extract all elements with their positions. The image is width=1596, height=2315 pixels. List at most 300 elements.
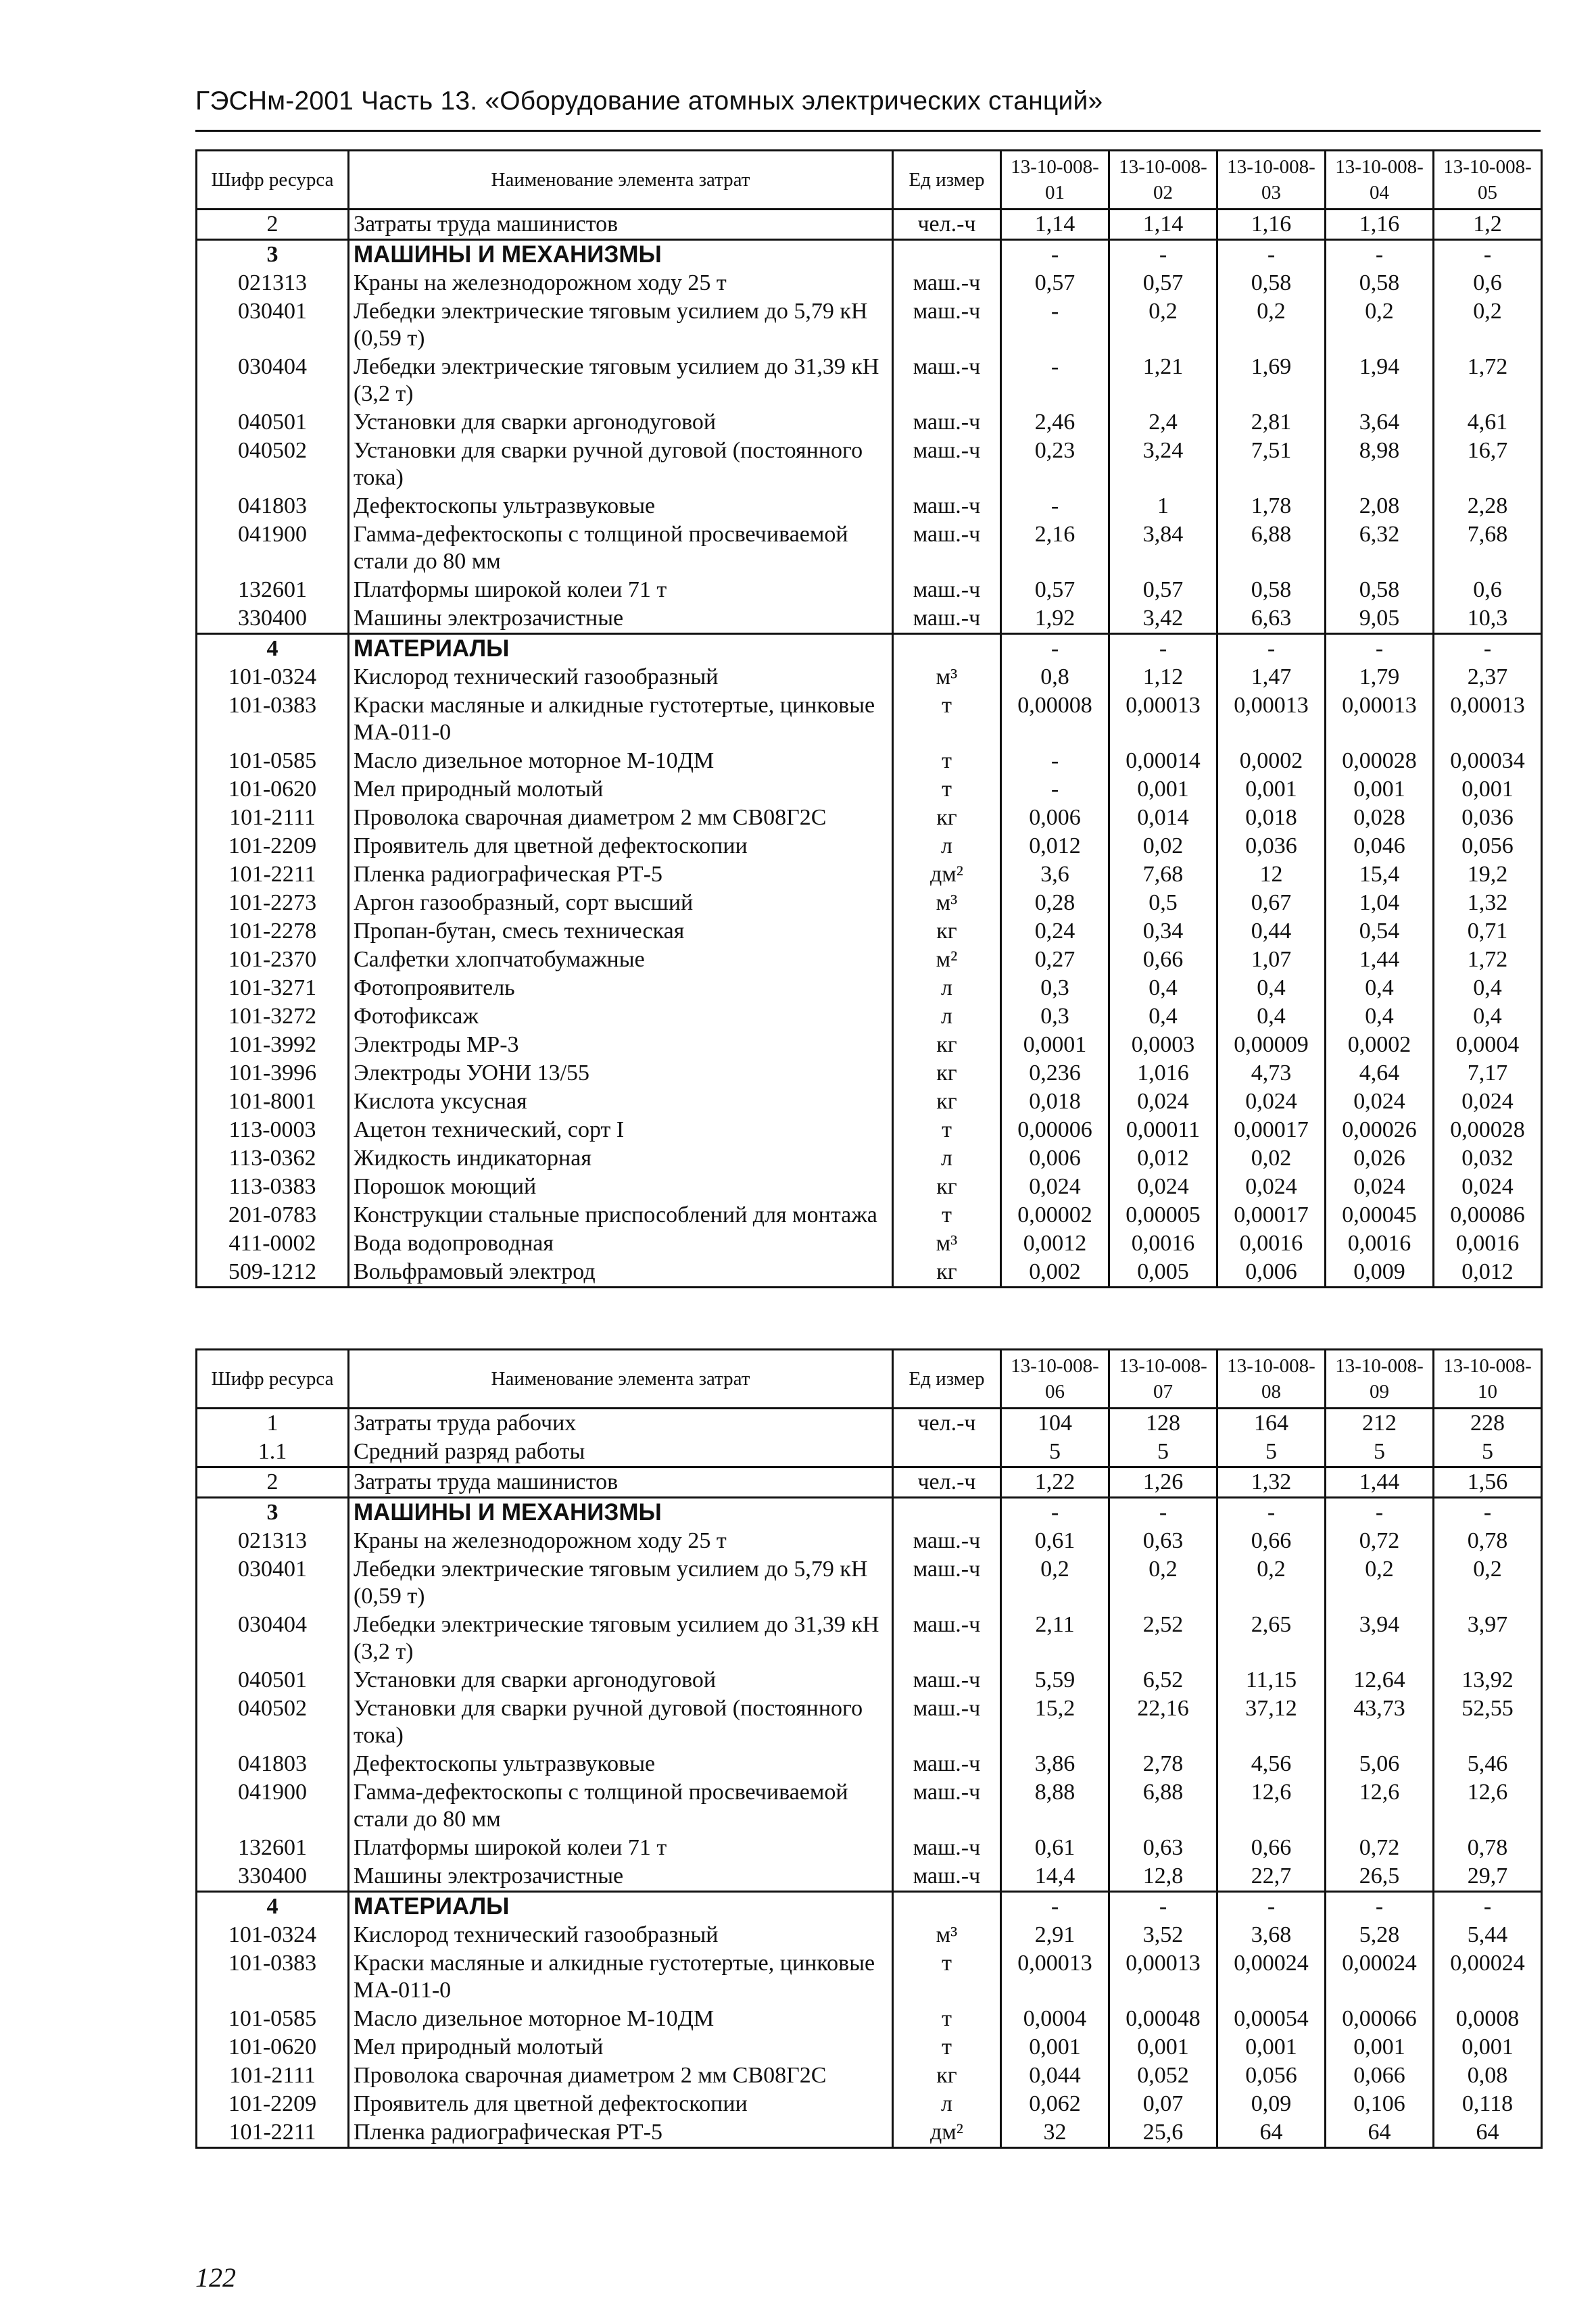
value-cell: 0,57: [1109, 269, 1217, 297]
resource-code: 101-2111: [197, 804, 349, 832]
value-cell: 26,5: [1326, 1862, 1434, 1892]
value-cell: 0,00013: [1109, 691, 1217, 747]
value-cell: 0,009: [1326, 1258, 1434, 1288]
value-cell: 1,14: [1109, 210, 1217, 240]
resource-unit: маш.-ч: [893, 1555, 1001, 1611]
resource-unit: маш.-ч: [893, 269, 1001, 297]
resource-name: Вода водопроводная: [349, 1229, 893, 1258]
value-cell: 1,12: [1109, 663, 1217, 691]
value-cell: 0,0004: [1434, 1031, 1542, 1059]
resource-code: 101-8001: [197, 1088, 349, 1116]
header-col-5: 13-10-008-10: [1434, 1350, 1542, 1409]
value-cell: 128: [1109, 1409, 1217, 1438]
header-name: Наименование элемента затрат: [349, 1350, 893, 1409]
value-cell: 0,0016: [1326, 1229, 1434, 1258]
value-cell: 0,026: [1326, 1144, 1434, 1173]
value-cell: 7,51: [1217, 437, 1326, 492]
value-cell: 0,00008: [1001, 691, 1109, 747]
table-header-row: [197, 1350, 1542, 1409]
table-row: [197, 1862, 1542, 1892]
table-row: [197, 1173, 1542, 1201]
resource-name: Масло дизельное моторное М-10ДМ: [349, 2005, 893, 2033]
table-row: [197, 663, 1542, 691]
header-name: Наименование элемента затрат: [349, 151, 893, 210]
resource-code: 040502: [197, 437, 349, 492]
resource-unit: маш.-ч: [893, 1695, 1001, 1750]
resource-code: 030401: [197, 297, 349, 353]
resource-code: 101-0620: [197, 2033, 349, 2062]
value-cell: 0,0004: [1001, 2005, 1109, 2033]
value-cell: 8,98: [1326, 437, 1434, 492]
resource-name: Дефектоскопы ультразвуковые: [349, 1750, 893, 1778]
resource-unit: [893, 1498, 1001, 1528]
resource-code: 030401: [197, 1555, 349, 1611]
table-row: [197, 210, 1542, 240]
value-cell: 0,236: [1001, 1059, 1109, 1088]
value-cell: 14,4: [1001, 1862, 1109, 1892]
resource-name: Машины электрозачистные: [349, 1862, 893, 1892]
value-cell: 0,58: [1326, 576, 1434, 604]
value-cell: 0,4: [1434, 974, 1542, 1002]
resource-unit: маш.-ч: [893, 1527, 1001, 1555]
value-cell: 0,2: [1001, 1555, 1109, 1611]
value-cell: 0,028: [1326, 804, 1434, 832]
section-row: [197, 240, 1542, 270]
value-cell: 3,68: [1217, 1921, 1326, 1949]
value-cell: 0,58: [1217, 269, 1326, 297]
value-cell: 104: [1001, 1409, 1109, 1438]
value-cell: 0,2: [1326, 1555, 1434, 1611]
value-cell: 0,54: [1326, 917, 1434, 946]
resource-unit: дм²: [893, 860, 1001, 889]
value-cell: 0,006: [1001, 1144, 1109, 1173]
resource-code: 4: [197, 1892, 349, 1922]
resource-name: Установки для сварки аргонодуговой: [349, 1666, 893, 1695]
table-row: [197, 2090, 1542, 2118]
table-row: [197, 946, 1542, 974]
value-cell: 3,84: [1109, 520, 1217, 576]
value-cell: 0,024: [1001, 1173, 1109, 1201]
table-row: [197, 1949, 1542, 2005]
value-cell: -: [1001, 240, 1109, 270]
value-cell: 1,32: [1434, 889, 1542, 917]
value-cell: 0,00017: [1217, 1116, 1326, 1144]
table-row: [197, 1527, 1542, 1555]
value-cell: 25,6: [1109, 2118, 1217, 2148]
value-cell: 0,018: [1001, 1088, 1109, 1116]
table-row: [197, 2062, 1542, 2090]
value-cell: 0,00014: [1109, 747, 1217, 775]
value-cell: 0,00009: [1217, 1031, 1326, 1059]
table-row: [197, 1750, 1542, 1778]
value-cell: 0,00002: [1001, 1201, 1109, 1229]
value-cell: 0,044: [1001, 2062, 1109, 2090]
value-cell: -: [1217, 634, 1326, 664]
header-col-4: 13-10-008-04: [1326, 151, 1434, 210]
resource-unit: м²: [893, 946, 1001, 974]
value-cell: 9,05: [1326, 604, 1434, 634]
value-cell: 0,08: [1434, 2062, 1542, 2090]
value-cell: 0,0016: [1434, 1229, 1542, 1258]
resource-unit: маш.-ч: [893, 576, 1001, 604]
value-cell: 0,2: [1434, 1555, 1542, 1611]
value-cell: 0,106: [1326, 2090, 1434, 2118]
value-cell: 0,4: [1109, 974, 1217, 1002]
value-cell: 0,012: [1001, 832, 1109, 860]
value-cell: 1,78: [1217, 492, 1326, 520]
resource-unit: маш.-ч: [893, 1750, 1001, 1778]
value-cell: 43,73: [1326, 1695, 1434, 1750]
resource-code: 021313: [197, 1527, 349, 1555]
resource-code: 1.1: [197, 1438, 349, 1467]
value-cell: 2,78: [1109, 1750, 1217, 1778]
resource-unit: маш.-ч: [893, 297, 1001, 353]
resource-unit: маш.-ч: [893, 1834, 1001, 1862]
value-cell: 7,68: [1434, 520, 1542, 576]
value-cell: 1,07: [1217, 946, 1326, 974]
resource-code: 113-0003: [197, 1116, 349, 1144]
table-row: [197, 1116, 1542, 1144]
value-cell: 3,42: [1109, 604, 1217, 634]
value-cell: 1,2: [1434, 210, 1542, 240]
resource-code: 101-2370: [197, 946, 349, 974]
value-cell: 0,001: [1109, 2033, 1217, 2062]
resource-unit: л: [893, 1144, 1001, 1173]
resource-code: 101-3272: [197, 1002, 349, 1031]
value-cell: 0,57: [1001, 576, 1109, 604]
resource-code: 101-2211: [197, 860, 349, 889]
value-cell: 0,66: [1217, 1527, 1326, 1555]
value-cell: 0,0016: [1109, 1229, 1217, 1258]
table-row: [197, 691, 1542, 747]
resource-name: Установки для сварки ручной дуговой (постоянного тока): [349, 1695, 893, 1750]
value-cell: -: [1001, 747, 1109, 775]
value-cell: -: [1001, 634, 1109, 664]
value-cell: 7,68: [1109, 860, 1217, 889]
value-cell: 0,58: [1217, 576, 1326, 604]
table-row: [197, 1555, 1542, 1611]
value-cell: 0,57: [1109, 576, 1217, 604]
value-cell: 0,001: [1109, 775, 1217, 804]
value-cell: 0,052: [1109, 2062, 1217, 2090]
resource-code: 113-0362: [197, 1144, 349, 1173]
value-cell: 0,00028: [1434, 1116, 1542, 1144]
resource-unit: дм²: [893, 2118, 1001, 2148]
value-cell: 19,2: [1434, 860, 1542, 889]
resource-table-1: [195, 149, 1543, 1288]
resource-name: Аргон газообразный, сорт высший: [349, 889, 893, 917]
resource-code: 101-0585: [197, 747, 349, 775]
value-cell: -: [1434, 634, 1542, 664]
resource-name: Пропан-бутан, смесь техническая: [349, 917, 893, 946]
header-col-2: 13-10-008-02: [1109, 151, 1217, 210]
section-row: [197, 1892, 1542, 1922]
resource-unit: [893, 240, 1001, 270]
value-cell: 0,58: [1326, 269, 1434, 297]
value-cell: 0,024: [1109, 1173, 1217, 1201]
resource-unit: маш.-ч: [893, 520, 1001, 576]
resource-name: Лебедки электрические тяговым усилием до 31,39 кН (3,2 т): [349, 1611, 893, 1666]
header-col-1: 13-10-008-01: [1001, 151, 1109, 210]
table-row: [197, 408, 1542, 437]
value-cell: 2,81: [1217, 408, 1326, 437]
value-cell: 0,07: [1109, 2090, 1217, 2118]
table-row: [197, 1144, 1542, 1173]
value-cell: 0,78: [1434, 1834, 1542, 1862]
resource-name: Дефектоскопы ультразвуковые: [349, 492, 893, 520]
header-col-2: 13-10-008-07: [1109, 1350, 1217, 1409]
table-row: [197, 1467, 1542, 1498]
header-unit: Ед измер: [893, 151, 1001, 210]
value-cell: 0,001: [1326, 775, 1434, 804]
header-unit: Ед измер: [893, 1350, 1001, 1409]
value-cell: 0,001: [1326, 2033, 1434, 2062]
resource-code: 030404: [197, 1611, 349, 1666]
resource-name: Краны на железнодорожном ходу 25 т: [349, 1527, 893, 1555]
value-cell: 0,00013: [1001, 1949, 1109, 2005]
resource-name: Конструкции стальные приспособлений для монтажа: [349, 1201, 893, 1229]
page-header: ГЭСНм-2001 Часть 13. «Оборудование атомных электрических станций»: [195, 87, 1103, 116]
value-cell: -: [1001, 1498, 1109, 1528]
value-cell: 7,17: [1434, 1059, 1542, 1088]
resource-name: Средний разряд работы: [349, 1438, 893, 1467]
header-rule: [195, 130, 1541, 132]
table-row: [197, 860, 1542, 889]
value-cell: 0,002: [1001, 1258, 1109, 1288]
resource-name: Установки для сварки аргонодуговой: [349, 408, 893, 437]
resource-unit: маш.-ч: [893, 1862, 1001, 1892]
table-row: [197, 1834, 1542, 1862]
value-cell: 8,88: [1001, 1778, 1109, 1834]
value-cell: 37,12: [1217, 1695, 1326, 1750]
value-cell: 0,00006: [1001, 1116, 1109, 1144]
value-cell: 64: [1217, 2118, 1326, 2148]
resource-unit: л: [893, 832, 1001, 860]
value-cell: -: [1001, 1892, 1109, 1922]
value-cell: 0,2: [1109, 1555, 1217, 1611]
value-cell: 0,4: [1109, 1002, 1217, 1031]
resource-name: Фотопроявитель: [349, 974, 893, 1002]
table-row: [197, 2118, 1542, 2148]
resource-name: Гамма-дефектоскопы с толщиной просвечиваемой стали до 80 мм: [349, 520, 893, 576]
value-cell: 0,71: [1434, 917, 1542, 946]
table-row: [197, 437, 1542, 492]
resource-unit: [893, 1892, 1001, 1922]
resource-unit: [893, 1438, 1001, 1467]
value-cell: 0,001: [1217, 775, 1326, 804]
value-cell: 0,4: [1217, 974, 1326, 1002]
resource-name: Мел природный молотый: [349, 775, 893, 804]
value-cell: 0,66: [1217, 1834, 1326, 1862]
resource-unit: т: [893, 691, 1001, 747]
value-cell: 0,57: [1001, 269, 1109, 297]
value-cell: 3,97: [1434, 1611, 1542, 1666]
resource-code: 3: [197, 1498, 349, 1528]
resource-code: 041803: [197, 492, 349, 520]
value-cell: 0,63: [1109, 1527, 1217, 1555]
resource-code: 113-0383: [197, 1173, 349, 1201]
resource-code: 040501: [197, 408, 349, 437]
section-row: [197, 634, 1542, 664]
value-cell: 1,94: [1326, 353, 1434, 408]
value-cell: 164: [1217, 1409, 1326, 1438]
resource-name: Электроды УОНИ 13/55: [349, 1059, 893, 1088]
value-cell: 0,2: [1217, 1555, 1326, 1611]
table-row: [197, 1695, 1542, 1750]
resource-unit: кг: [893, 2062, 1001, 2090]
table-row: [197, 2033, 1542, 2062]
value-cell: 2,37: [1434, 663, 1542, 691]
value-cell: 0,2: [1326, 297, 1434, 353]
value-cell: 3,52: [1109, 1921, 1217, 1949]
value-cell: 0,024: [1434, 1088, 1542, 1116]
value-cell: 1,21: [1109, 353, 1217, 408]
value-cell: -: [1326, 634, 1434, 664]
value-cell: 0,09: [1217, 2090, 1326, 2118]
resource-code: 2: [197, 1467, 349, 1498]
resource-unit: маш.-ч: [893, 1666, 1001, 1695]
value-cell: 0,28: [1001, 889, 1109, 917]
value-cell: 4,73: [1217, 1059, 1326, 1088]
resource-code: 411-0002: [197, 1229, 349, 1258]
resource-unit: маш.-ч: [893, 353, 1001, 408]
resource-name: МАТЕРИАЛЫ: [349, 1892, 893, 1922]
resource-code: 101-3992: [197, 1031, 349, 1059]
resource-code: 330400: [197, 1862, 349, 1892]
value-cell: 0,036: [1217, 832, 1326, 860]
value-cell: 0,61: [1001, 1834, 1109, 1862]
resource-code: 1: [197, 1409, 349, 1438]
resource-code: 101-0620: [197, 775, 349, 804]
header-code: Шифр ресурса: [197, 151, 349, 210]
value-cell: 1,44: [1326, 1467, 1434, 1498]
value-cell: 4,64: [1326, 1059, 1434, 1088]
table-row: [197, 775, 1542, 804]
resource-unit: маш.-ч: [893, 1778, 1001, 1834]
resource-code: 041900: [197, 520, 349, 576]
value-cell: 0,8: [1001, 663, 1109, 691]
resource-code: 101-0383: [197, 1949, 349, 2005]
table-row: [197, 1002, 1542, 1031]
value-cell: 0,006: [1001, 804, 1109, 832]
resource-name: Проявитель для цветной дефектоскопии: [349, 832, 893, 860]
value-cell: 0,00017: [1217, 1201, 1326, 1229]
resource-unit: маш.-ч: [893, 1611, 1001, 1666]
value-cell: -: [1001, 775, 1109, 804]
value-cell: -: [1109, 1892, 1217, 1922]
value-cell: 22,16: [1109, 1695, 1217, 1750]
value-cell: 64: [1434, 2118, 1542, 2148]
resource-name: Затраты труда машинистов: [349, 210, 893, 240]
resource-code: 101-3271: [197, 974, 349, 1002]
value-cell: 0,4: [1326, 974, 1434, 1002]
value-cell: 10,3: [1434, 604, 1542, 634]
value-cell: 6,63: [1217, 604, 1326, 634]
value-cell: 5,06: [1326, 1750, 1434, 1778]
value-cell: 0,001: [1434, 775, 1542, 804]
resource-unit: кг: [893, 917, 1001, 946]
resource-name: Платформы широкой колеи 71 т: [349, 1834, 893, 1862]
resource-unit: маш.-ч: [893, 492, 1001, 520]
value-cell: 5: [1434, 1438, 1542, 1467]
resource-name: Электроды МР-3: [349, 1031, 893, 1059]
value-cell: -: [1217, 1892, 1326, 1922]
resource-name: Лебедки электрические тяговым усилием до 5,79 кН (0,59 т): [349, 1555, 893, 1611]
value-cell: 22,7: [1217, 1862, 1326, 1892]
resource-unit: кг: [893, 1088, 1001, 1116]
resource-name: Проявитель для цветной дефектоскопии: [349, 2090, 893, 2118]
table-row: [197, 832, 1542, 860]
value-cell: 1,92: [1001, 604, 1109, 634]
value-cell: 12: [1217, 860, 1326, 889]
value-cell: 2,65: [1217, 1611, 1326, 1666]
value-cell: 3,86: [1001, 1750, 1109, 1778]
resource-name: Порошок моющий: [349, 1173, 893, 1201]
value-cell: 0,001: [1001, 2033, 1109, 2062]
value-cell: 29,7: [1434, 1862, 1542, 1892]
value-cell: 0,032: [1434, 1144, 1542, 1173]
value-cell: 228: [1434, 1409, 1542, 1438]
header-col-1: 13-10-008-06: [1001, 1350, 1109, 1409]
resource-code: 101-2111: [197, 2062, 349, 2090]
value-cell: 1,47: [1217, 663, 1326, 691]
value-cell: -: [1217, 240, 1326, 270]
value-cell: 3,64: [1326, 408, 1434, 437]
header-col-3: 13-10-008-08: [1217, 1350, 1326, 1409]
resource-name: МАТЕРИАЛЫ: [349, 634, 893, 664]
resource-code: 101-2209: [197, 2090, 349, 2118]
value-cell: 2,16: [1001, 520, 1109, 576]
value-cell: 0,006: [1217, 1258, 1326, 1288]
value-cell: 1,14: [1001, 210, 1109, 240]
value-cell: 0,27: [1001, 946, 1109, 974]
value-cell: 0,34: [1109, 917, 1217, 946]
value-cell: 0,2: [1434, 297, 1542, 353]
resource-code: 101-2209: [197, 832, 349, 860]
resource-unit: [893, 634, 1001, 664]
value-cell: 0,024: [1326, 1088, 1434, 1116]
value-cell: 0,00048: [1109, 2005, 1217, 2033]
resource-code: 041803: [197, 1750, 349, 1778]
value-cell: -: [1109, 1498, 1217, 1528]
value-cell: 0,2: [1217, 297, 1326, 353]
value-cell: 1,04: [1326, 889, 1434, 917]
resource-code: 2: [197, 210, 349, 240]
resource-code: 509-1212: [197, 1258, 349, 1288]
resource-unit: л: [893, 974, 1001, 1002]
value-cell: 13,92: [1434, 1666, 1542, 1695]
value-cell: 0,001: [1434, 2033, 1542, 2062]
value-cell: 0,012: [1434, 1258, 1542, 1288]
value-cell: 0,02: [1217, 1144, 1326, 1173]
resource-code: 330400: [197, 604, 349, 634]
resource-code: 021313: [197, 269, 349, 297]
table-row: [197, 1258, 1542, 1288]
resource-name: Проволока сварочная диаметром 2 мм СВ08Г2С: [349, 2062, 893, 2090]
resource-unit: л: [893, 2090, 1001, 2118]
value-cell: 0,6: [1434, 576, 1542, 604]
header-code: Шифр ресурса: [197, 1350, 349, 1409]
value-cell: 0,056: [1434, 832, 1542, 860]
value-cell: 6,88: [1217, 520, 1326, 576]
value-cell: 0,0002: [1326, 1031, 1434, 1059]
resource-name: Пленка радиографическая РТ-5: [349, 2118, 893, 2148]
resource-unit: кг: [893, 1258, 1001, 1288]
value-cell: 0,00005: [1109, 1201, 1217, 1229]
table-row: [197, 604, 1542, 634]
value-cell: -: [1001, 492, 1109, 520]
resource-name: Кислород технический газообразный: [349, 663, 893, 691]
